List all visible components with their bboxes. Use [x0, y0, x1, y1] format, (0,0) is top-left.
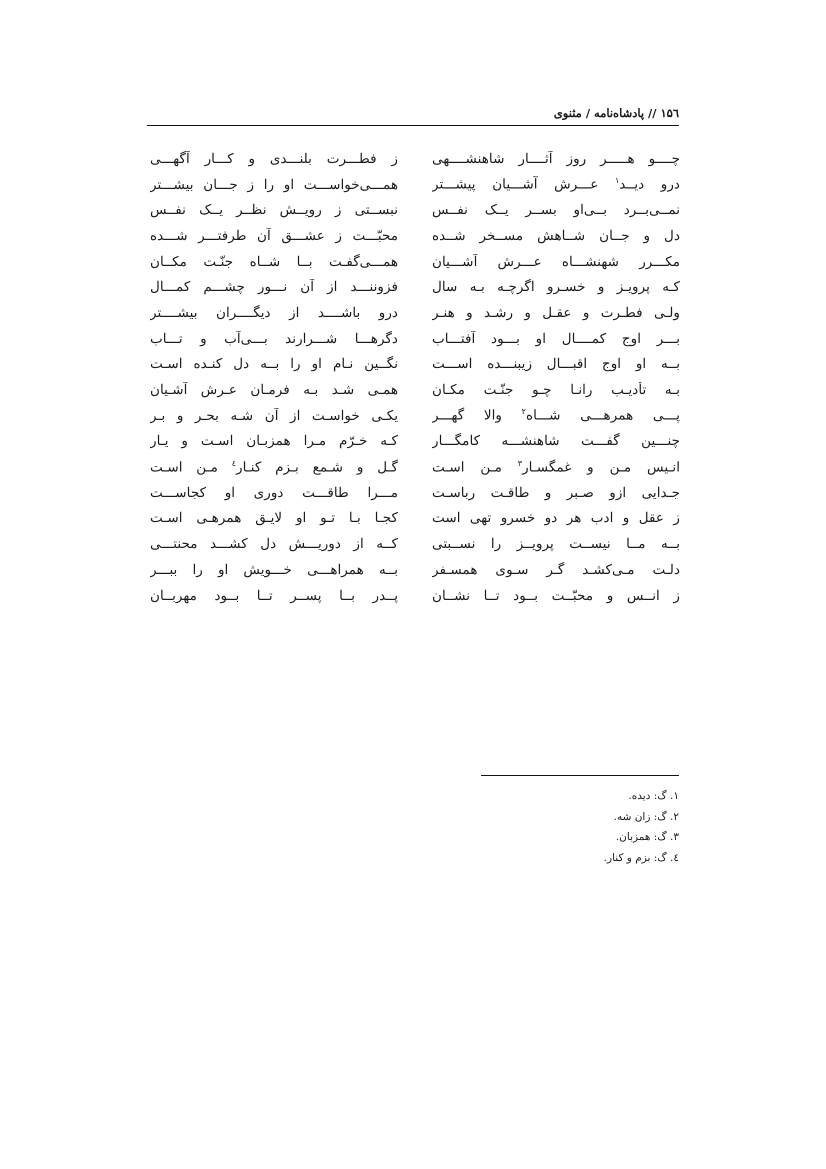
hemistich-left: محبّـــت ز عشـــق آن طرفتـــر شـــده: [150, 227, 398, 244]
hemistich-right: جـدایی ازو صـبر و طاقـت رباسـت: [432, 484, 680, 501]
hemistich-right: بــه او اوج اقبـــال زیبنـــده اســـت: [432, 356, 680, 373]
hemistich-right: ولـی فطـرت و عقـل و رشـد و هنـر: [432, 304, 680, 321]
couplet: [150, 454, 680, 480]
footnote-marker: ٤: [231, 458, 237, 468]
couplet: [150, 557, 680, 583]
hemistich-left: کــه از دوریـــش دل کشـــد محنتـــی: [150, 536, 398, 553]
hemistich-right: دلـت مـی‌کشـد گـر سـوی همسـفر: [432, 561, 680, 578]
footnote-item: ۲. گ: زان شه.: [613, 810, 679, 823]
hemistich-left: ز فطـــرت بلنـــدی و کـــار آگهـــی: [150, 150, 398, 167]
running-header: [147, 102, 679, 126]
hemistich-left: نبســتی ز رویــش نظــر یــک نفــس: [150, 202, 398, 219]
hemistich-left: یکـی خواسـت از آن شـه بحـر و بـر: [150, 407, 398, 424]
couplet: [150, 377, 680, 403]
hemistich-right: ز عقل و ادب هر دو خسرو تهی است: [432, 510, 680, 527]
couplet: [150, 429, 680, 455]
footnotes: [379, 790, 679, 873]
footnote-item: ۳. گ: همزبان.: [615, 831, 679, 844]
hemistich-right: [432, 407, 680, 424]
hemistich-text: درو دیــد: [619, 176, 680, 193]
hemistich-right: بــه مــا نیســت پرویــز را نســبتی: [432, 536, 680, 553]
hemistich-right: بـــر اوج کمــــال او بـــود آفتـــاب: [432, 330, 680, 347]
hemistich-left: کـه خـرّم مـرا همزبـان اسـت و یـار: [150, 433, 398, 450]
hemistich-right: چنـــین گفـــت شاهنشـــه کامگـــار: [432, 433, 680, 450]
hemistich-left: درو باشــــد از دیگــــران بیشــــتر: [150, 304, 398, 321]
couplet: [150, 403, 680, 429]
couplet: [150, 352, 680, 378]
couplet: [150, 506, 680, 532]
hemistich-left: فزوننـــد از آن نـــور چشـــم کمـــال: [150, 279, 398, 296]
couplet: [150, 583, 680, 609]
footnote-marker: ۳: [517, 458, 523, 468]
hemistich-left: مـــرا طاقـــت دوری او کجاســـت: [150, 484, 398, 501]
hemistich-right: چــــو هـــــر روز آثــــار شاهنشــــهی: [432, 150, 680, 167]
couplet: [150, 146, 680, 172]
hemistich-right: [432, 459, 680, 476]
couplet: [150, 197, 680, 223]
poem-body: [150, 146, 680, 608]
hemistich-left: کجـا بـا تـو او لایـق همرهـی اسـت: [150, 510, 398, 527]
hemistich-right: مکـــرر شهنشـــاه عـــرش آشـــیان: [432, 253, 680, 270]
hemistich-text: عـــرش آشـــیان پیشـــتر: [432, 176, 615, 193]
footnote-divider: [481, 775, 679, 776]
couplet: [150, 300, 680, 326]
hemistich-right: [432, 176, 680, 193]
hemistich-left: همـی شـد بـه فرمـان عـرش آشـیان: [150, 382, 398, 399]
hemistich-left: همـــی‌گفـت بــا شــاه جنّـت مکــان: [150, 253, 398, 270]
hemistich-text: مـن اسـت: [150, 459, 232, 476]
footnote-marker: ۲: [521, 407, 526, 417]
hemistich-left: نگــین نـام او را بــه دل کنـده اسـت: [150, 356, 398, 373]
hemistich-right: کـه پرویـز و خسـرو اگرچـه بـه سال: [432, 279, 680, 296]
hemistich-left: پــدر بــا پســر تــا بــود مهربــان: [150, 587, 398, 604]
hemistich-left: همـــی‌خواســـت او را ز جـــان بیشـــتر: [150, 176, 398, 193]
hemistich-right: بـه تأدیـب رانـا چـو جنّـت مکـان: [432, 382, 680, 399]
couplet: [150, 531, 680, 557]
hemistich-left: دگرهـــا شـــرارند بـــی‌آب و تـــاب: [150, 330, 398, 347]
hemistich-text: پـــی همرهـــی شـــاه: [525, 407, 680, 424]
hemistich-right: دل و جــان شــاهش مســخر شــده: [432, 227, 680, 244]
hemistich-text: گـل و شـمع بـزم کنـار: [236, 459, 398, 476]
couplet: [150, 326, 680, 352]
couplet: [150, 480, 680, 506]
couplet: [150, 274, 680, 300]
page-header-text: ۱۵٦ // پادشاه‌نامه / مثنوی: [553, 106, 679, 120]
hemistich-left: [150, 459, 398, 476]
footnote-marker: ۱: [614, 176, 620, 186]
hemistich-text: انـیس مـن و غمگسـار: [522, 459, 680, 476]
hemistich-left: بــه همراهـــی خـــویش او را ببـــر: [150, 561, 398, 578]
couplet: [150, 223, 680, 249]
hemistich-text: مـن اسـت: [432, 459, 518, 476]
couplet: [150, 172, 680, 198]
hemistich-right: ز انــس و محبّــت بــود تــا نشــان: [432, 587, 680, 604]
hemistich-text: والا گهـــر: [432, 407, 522, 424]
hemistich-right: نمــی‌بــرد بــی‌او بســر یــک نفــس: [432, 202, 680, 219]
footnote-item: ۱. گ: دیده.: [628, 790, 679, 802]
footnote-item: ٤. گ: بزم و کنار.: [603, 852, 679, 865]
couplet: [150, 249, 680, 275]
